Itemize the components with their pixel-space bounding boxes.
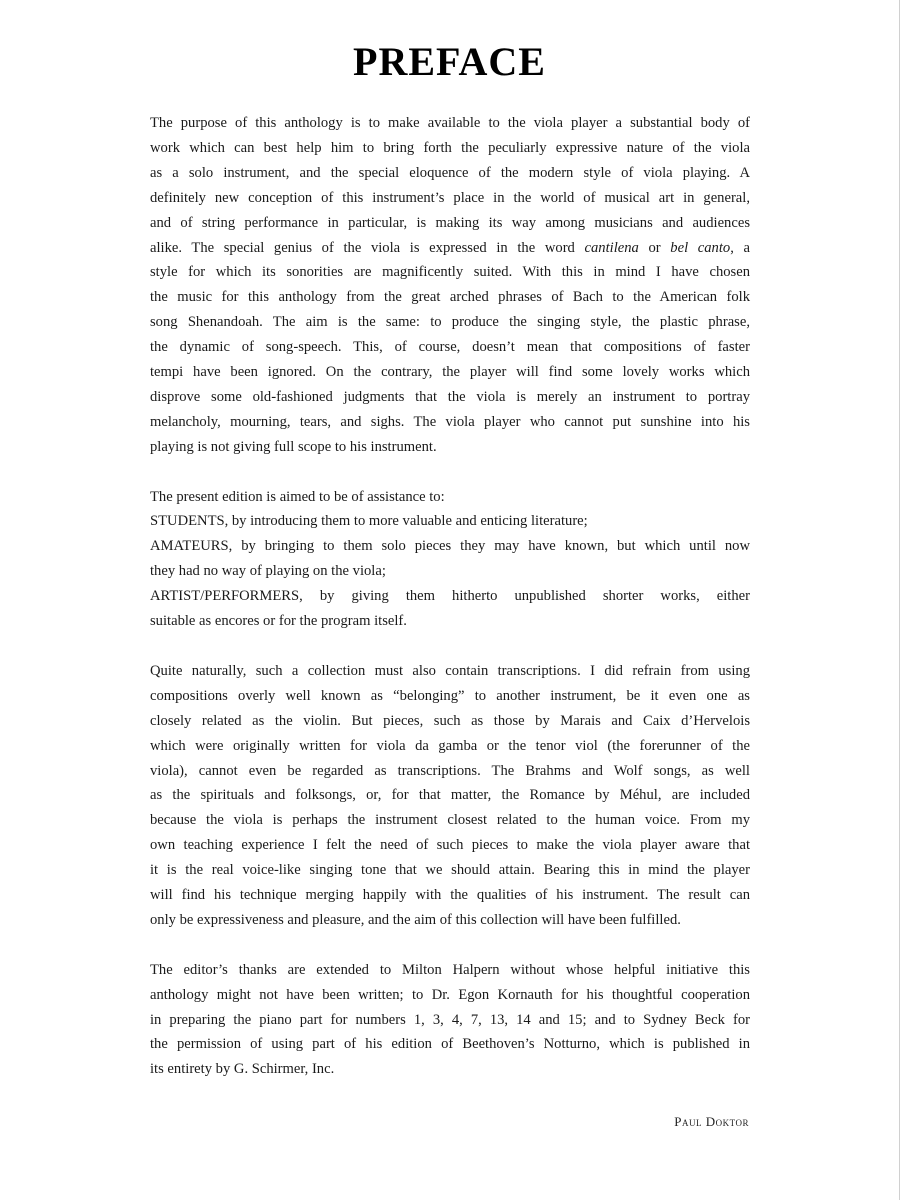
paragraph-acknowledgements bbox=[150, 958, 750, 1083]
text-line: closely related as the violin. But pieces, such as those by Marais and Caix d’Hervelois bbox=[150, 712, 750, 729]
text-line: it is the real voice-like singing tone that we should attain. Bearing this in mind the player bbox=[150, 862, 750, 879]
text-line: playing is not giving full scope to his instrument. bbox=[150, 438, 437, 455]
page-title: PREFACE bbox=[353, 39, 546, 84]
text-line: because the viola is perhaps the instrument closest related to the human voice. From my bbox=[150, 812, 750, 829]
italic-term-bel-canto: bel canto bbox=[670, 239, 731, 256]
paragraph-audience bbox=[150, 485, 750, 634]
paragraph-purpose bbox=[150, 111, 750, 460]
text-line: own teaching experience I felt the need of such pieces to make the viola player aware that bbox=[150, 837, 750, 854]
text-line: Quite naturally, such a collection must also contain transcriptions. I did refrain from using bbox=[150, 662, 750, 679]
text-line: and of string performance in particular, is making its way among musicians and audiences bbox=[150, 214, 750, 231]
text-line: compositions overly well known as “belonging” to another instrument, be it even one as bbox=[150, 687, 750, 704]
text-line: the dynamic of song-speech. This, of course, doesn’t mean that compositions of faster bbox=[150, 339, 750, 356]
text-line: its entirety by G. Schirmer, Inc. bbox=[150, 1061, 335, 1078]
text-line: tempi have been ignored. On the contrary, the player will find some lovely works which bbox=[150, 364, 750, 381]
text-run: , a bbox=[730, 239, 750, 256]
text-line: AMATEURS, by bringing to them solo pieces they may have known, but which until now bbox=[150, 538, 750, 555]
text-line: suitable as encores or for the program itself. bbox=[150, 613, 407, 630]
text-line: they had no way of playing on the viola; bbox=[150, 563, 386, 580]
text-line: melancholy, mourning, tears, and sighs. The viola player who cannot put sunshine into his bbox=[150, 413, 750, 430]
text-line: anthology might not have been written; to Dr. Egon Kornauth for his thoughtful cooperation bbox=[150, 986, 750, 1003]
text-run: or bbox=[638, 239, 671, 256]
paragraph-transcriptions bbox=[150, 659, 750, 933]
text-line: the music for this anthology from the great arched phrases of Bach to the American folk bbox=[150, 289, 750, 306]
text-line: ARTIST/PERFORMERS, by giving them hitherto unpublished shorter works, either bbox=[150, 588, 750, 605]
text-line: style for which its sonorities are magnificently suited. With this in mind I have chosen bbox=[150, 264, 750, 281]
text-line bbox=[150, 236, 750, 261]
text-line: the permission of using part of his edition of Beethoven’s Notturno, which is published in bbox=[150, 1036, 750, 1053]
text-line: as a solo instrument, and the special eloquence of the modern style of viola playing. A bbox=[150, 164, 750, 181]
text-run: alike. The special genius of the viola is expressed in the word bbox=[150, 239, 585, 256]
text-line: The purpose of this anthology is to make available to the viola player a substantial body of bbox=[150, 115, 750, 131]
text-line: viola), cannot even be regarded as transcriptions. The Brahms and Wolf songs, as well bbox=[150, 762, 750, 779]
text-line: will find his technique merging happily with the qualities of his instrument. The result can bbox=[150, 887, 750, 904]
text-line: definitely new conception of this instrument’s place in the world of musical art in general, bbox=[150, 189, 750, 206]
text-line: which were originally written for viola da gamba or the tenor viol (the forerunner of the bbox=[150, 737, 750, 754]
text-line: as the spirituals and folksongs, or, for that matter, the Romance by Méhul, are included bbox=[150, 787, 750, 804]
text-line: disprove some old-fashioned judgments that the viola is merely an instrument to portray bbox=[150, 388, 750, 405]
text-line: The editor’s thanks are extended to Milton Halpern without whose helpful initiative this bbox=[150, 961, 750, 978]
preface-body bbox=[150, 111, 750, 1082]
text-line: only be expressiveness and pleasure, and the aim of this collection will have been fulfilled. bbox=[150, 911, 681, 928]
text-line: The present edition is aimed to be of assistance to: bbox=[150, 488, 445, 505]
italic-term-cantilena: cantilena bbox=[584, 239, 639, 256]
text-line: STUDENTS, by introducing them to more valuable and enticing literature; bbox=[150, 513, 588, 530]
text-line: song Shenandoah. The aim is the same: to produce the singing style, the plastic phrase, bbox=[150, 314, 750, 331]
text-line: in preparing the piano part for numbers 1, 3, 4, 7, 13, 14 and 15; and to Sydney Beck for bbox=[150, 1011, 750, 1028]
author-signature: Paul Doktor bbox=[674, 1114, 749, 1129]
text-line: work which can best help him to bring forth the peculiarly expressive nature of the viola bbox=[150, 139, 750, 156]
